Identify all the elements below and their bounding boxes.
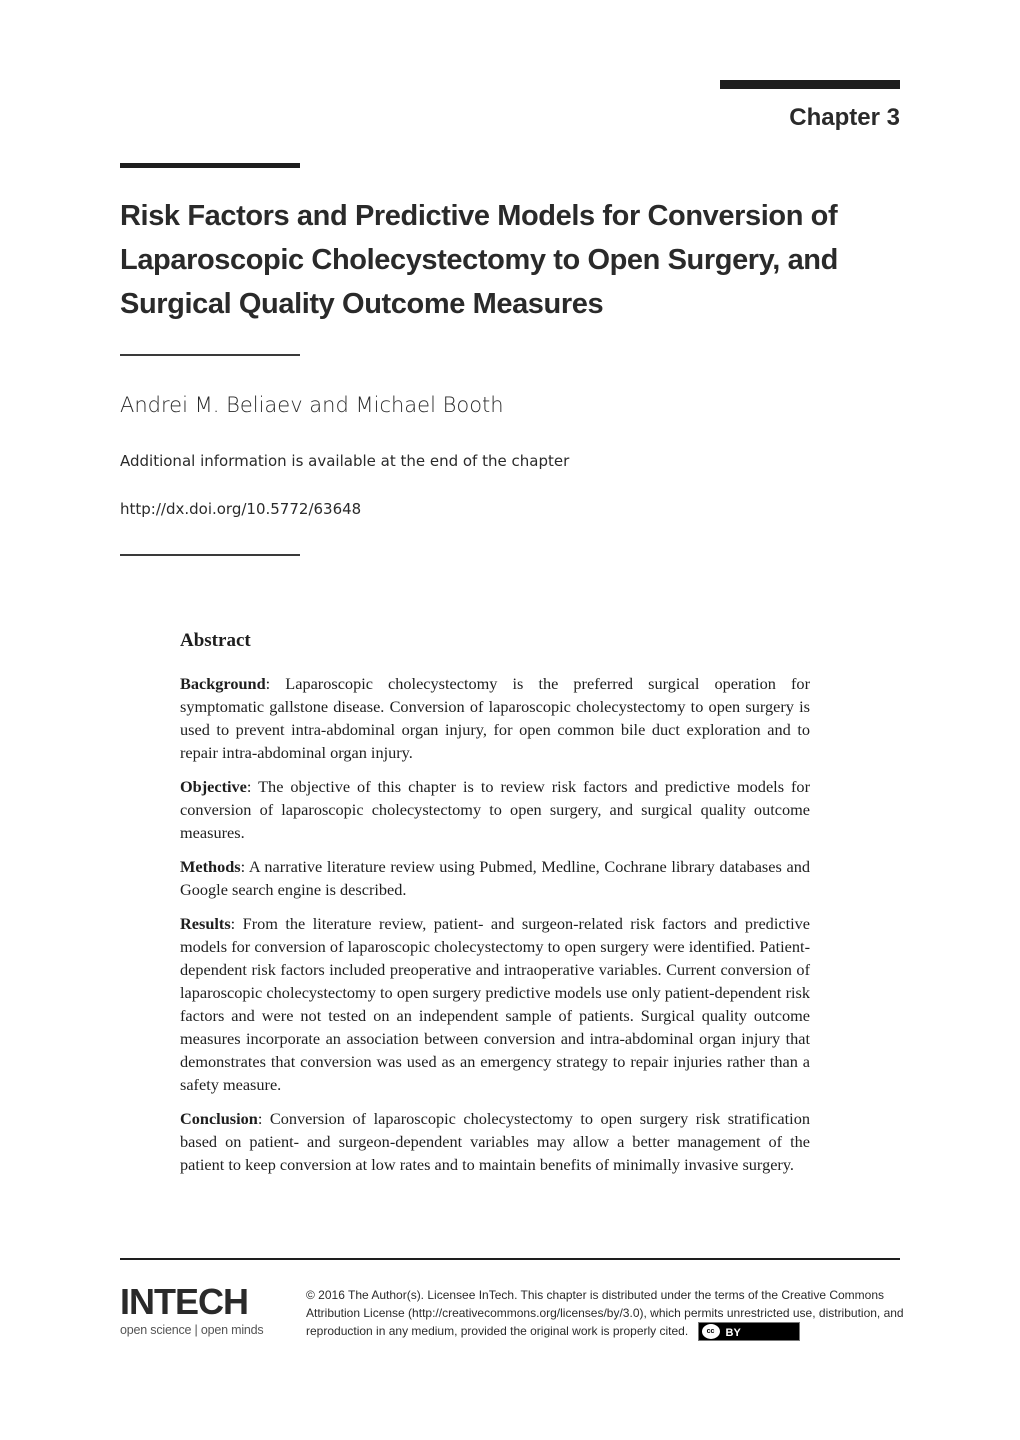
abstract-background [180, 672, 810, 764]
title-rule [120, 163, 300, 168]
author-rule-top [120, 354, 300, 356]
abstract-methods [180, 855, 810, 901]
license-notice [306, 1286, 916, 1341]
abstract [180, 630, 810, 1187]
license-text: © 2016 The Author(s). Licensee InTech. This chapter is distributed under the terms of the Creative Commons Attribution License (http://creativecommons.org/licenses/by/3.0), which permits unrestricted use, distribution, and reproduction in any medium, provided the original work is properly cited. [306, 1288, 904, 1338]
section-label: Background [180, 674, 266, 693]
creative-commons-icon: cc [702, 1324, 720, 1339]
chapter-label: Chapter 3 [789, 104, 900, 131]
section-label: Results [180, 914, 231, 933]
chapter-title: Risk Factors and Predictive Models for Conversion of Laparoscopic Cholecystectomy to Open Surgery, and Surgical Quality Outcome Measures [120, 200, 838, 320]
attribution-label: BY [725, 1327, 741, 1340]
section-label: Objective [180, 777, 247, 796]
cc-by-badge[interactable] [698, 1322, 800, 1341]
section-text: : From the literature review, patient- and surgeon-related risk factors and predictive models for conversion of laparoscopic cholecystectomy to open surgery were identified. Patient-dependent risk factors included preoperative and intraoperative variables. Current conversion of laparoscopic cholecystectomy to open surgery predictive models use only patient-dependent risk factors and were not tested on an independent sample of patients. Surgical quality outcome measures incorporate an association between conversion and intra-abdominal organ injury that demonstrates that conversion was used as an emergency strategy to repair injuries rather than a safety measure. [180, 914, 810, 1094]
footer-rule [120, 1258, 900, 1260]
intech-logo [120, 1281, 264, 1337]
abstract-conclusion [180, 1107, 810, 1176]
author-rule-bottom [120, 554, 300, 556]
section-text: : Laparoscopic cholecystectomy is the preferred surgical operation for symptomatic gallstone disease. Conversion of laparoscopic cholecystectomy to open surgery is used to prevent intra-abdominal organ injury, for open common bile duct exploration and to repair intra-abdominal organ injury. [180, 674, 810, 762]
logo-text: INTECH [120, 1281, 248, 1322]
section-text: : The objective of this chapter is to review risk factors and predictive models for conversion of laparoscopic cholecystectomy to open surgery, and surgical quality outcome measures. [180, 777, 810, 842]
section-text: : A narrative literature review using Pubmed, Medline, Cochrane library databases and Google search engine is described. [180, 857, 810, 899]
abstract-heading: Abstract [180, 630, 251, 651]
doi-link[interactable]: http://dx.doi.org/10.5772/63648 [120, 500, 362, 518]
abstract-results [180, 912, 810, 1096]
section-label: Methods [180, 857, 241, 876]
logo-tagline: open science | open minds [120, 1323, 264, 1337]
chapter-rule [720, 80, 900, 89]
section-label: Conclusion [180, 1109, 258, 1128]
abstract-objective [180, 775, 810, 844]
authors: Andrei M. Beliaev and Michael Booth [120, 393, 504, 417]
additional-info: Additional information is available at the end of the chapter [120, 452, 570, 470]
section-text: : Conversion of laparoscopic cholecystectomy to open surgery risk stratification based on patient- and surgeon-dependent variables may allow a better management of the patient to keep conversion at low rates and to maintain benefits of minimally invasive surgery. [180, 1109, 810, 1174]
